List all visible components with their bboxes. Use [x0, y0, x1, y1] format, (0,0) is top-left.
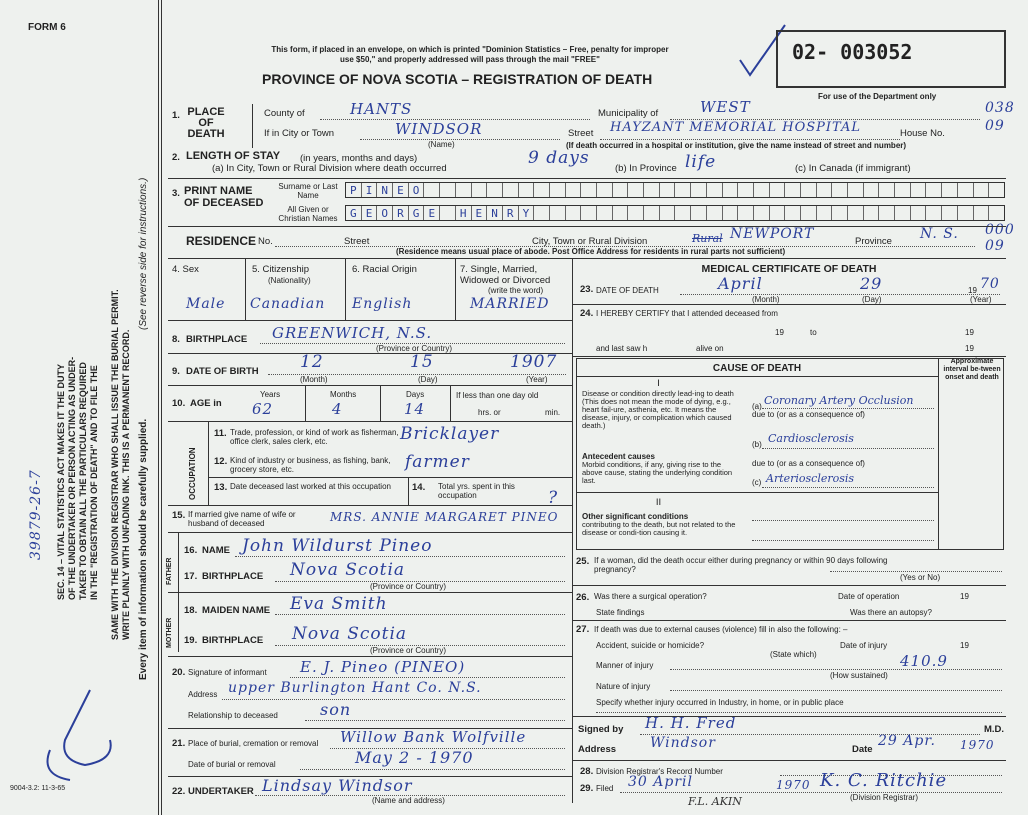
- death-day: 29: [860, 274, 883, 293]
- given-name-char-cell[interactable]: [566, 206, 582, 220]
- given-name-char-cell[interactable]: [707, 206, 723, 220]
- given-name-char-cell[interactable]: O: [377, 206, 393, 220]
- given-name-char-cell[interactable]: [660, 206, 676, 220]
- filed-year: 1970: [776, 778, 811, 792]
- min-lbl: min.: [545, 408, 561, 417]
- given-name-grid[interactable]: [345, 205, 1005, 221]
- racial-label: 6. Racial Origin: [352, 264, 417, 275]
- registration-number: 02- 003052: [792, 40, 913, 64]
- filed-value: 30 April: [628, 774, 693, 790]
- due-to-2: due to (or as a consequence of): [752, 459, 865, 468]
- city-value: WINDSOR: [395, 120, 483, 138]
- birthplace-label: BIRTHPLACE: [186, 334, 248, 345]
- sex-label: 4. Sex: [172, 264, 199, 275]
- stay-c-label: (c) In Canada (if immigrant): [795, 163, 911, 174]
- surname-char-cell[interactable]: [456, 183, 472, 197]
- form-title: PROVINCE OF NOVA SCOTIA – REGISTRATION OF DEATH: [262, 71, 653, 87]
- given-name-label: All Given or Christian Names: [278, 205, 338, 223]
- injury-code: 410.9: [900, 652, 948, 670]
- informant-addr-value: upper Burlington Hant Co. N.S.: [228, 680, 482, 696]
- given-name-char-cell[interactable]: E: [362, 206, 378, 220]
- stay-b-value: life: [685, 152, 717, 172]
- surname-char-cell[interactable]: [848, 183, 864, 197]
- injury-19: 19: [960, 641, 969, 650]
- surname-char-cell[interactable]: [660, 183, 676, 197]
- side-line-3: TAKER TO OBTAIN ALL THE PARTICULARS REQUIRED: [78, 362, 88, 600]
- death-year-lbl: (Year): [970, 295, 992, 304]
- q23-number: 23.: [580, 284, 594, 295]
- alive-on-label: alive on: [696, 344, 724, 353]
- yes-no-hint: (Yes or No): [900, 573, 941, 582]
- given-name-char-cell[interactable]: G: [409, 206, 425, 220]
- signed-by-value: H. H. Fred: [645, 714, 737, 732]
- surname-char-cell[interactable]: O: [409, 183, 425, 197]
- given-name-char-cell[interactable]: G: [346, 206, 362, 220]
- state-which-hint: (State which): [770, 650, 817, 659]
- external-causes-label: If death was due to external causes (violence) fill in also the following: –: [594, 625, 848, 634]
- side-line-5: SAME WITH THE DIVISION REGISTRAR WHO SHALL ISSUE THE BURIAL PERMIT.: [110, 289, 120, 640]
- doctor-address-value: Windsor: [650, 735, 716, 751]
- surname-char-cell[interactable]: [879, 183, 895, 197]
- racial-value: English: [352, 296, 413, 312]
- spouse-value: MRS. ANNIE MARGARET PINEO: [330, 510, 559, 524]
- dob-day: 15: [410, 352, 434, 372]
- surname-char-cell[interactable]: E: [393, 183, 409, 197]
- q11-value: Bricklayer: [400, 424, 500, 444]
- stay-a-value: 9 days: [528, 148, 590, 168]
- q10-number: 10.: [172, 398, 186, 409]
- father-bp-label: BIRTHPLACE: [202, 571, 264, 582]
- disease-instructions: Disease or condition directly lead-ing to death (This does not mean the mode of dying, e.g., heart fail-ure, asthenia, etc. It means the disease, injury, or complication which caused death.): [582, 389, 734, 430]
- form-label: FORM 6: [28, 22, 66, 33]
- length-of-stay-sub: (in years, months and days): [300, 153, 418, 164]
- form-left-border: [158, 0, 159, 815]
- surname-char-cell[interactable]: N: [377, 183, 393, 197]
- surname-char-cell[interactable]: [424, 183, 440, 197]
- mother-maiden-value: Eva Smith: [290, 594, 388, 614]
- given-name-char-cell[interactable]: E: [472, 206, 488, 220]
- q22-number: 22.: [172, 786, 186, 797]
- place-of-death-label: PLACE OF DEATH: [187, 106, 225, 140]
- given-name-char-cell[interactable]: [785, 206, 801, 220]
- attended-to: to: [810, 328, 817, 337]
- marital-label: 7. Single, Married, Widowed or Divorced: [460, 264, 551, 286]
- surname-char-cell[interactable]: [566, 183, 582, 197]
- given-name-char-cell[interactable]: [550, 206, 566, 220]
- surname-char-cell[interactable]: [754, 183, 770, 197]
- given-name-char-cell[interactable]: [817, 206, 833, 220]
- record-number-label: Division Registrar's Record Number: [596, 767, 723, 776]
- given-name-char-cell[interactable]: [911, 206, 927, 220]
- side-line-6: WRITE PLAINLY WITH UNFADING INK. THIS IS A PERMANENT RECORD.: [121, 329, 131, 640]
- surname-char-cell[interactable]: [926, 183, 942, 197]
- registrar-sub: (Division Registrar): [850, 793, 919, 802]
- surname-char-cell[interactable]: [911, 183, 927, 197]
- given-name-char-cell[interactable]: [691, 206, 707, 220]
- manner-label: Manner of injury: [596, 661, 654, 670]
- mother-bp-value: Nova Scotia: [292, 624, 408, 644]
- q16-number: 16.: [184, 545, 198, 556]
- death-year: 70: [980, 276, 1000, 292]
- given-name-char-cell[interactable]: [644, 206, 660, 220]
- header-notice-1: This form, if placed in an envelope, on which is printed "Dominion Statistics – Free, penalty for improper: [271, 45, 669, 54]
- side-line-8: (See reverse side for instructions.): [138, 177, 149, 330]
- autopsy-label: Was there an autopsy?: [850, 608, 932, 617]
- less-than-day-lbl: If less than one day old: [456, 391, 539, 400]
- other-conditions-text: contributing to the death, but not related to the disease or condi-tion causing it.: [582, 520, 736, 537]
- attended-19b: 19: [965, 328, 974, 337]
- q2-number: 2.: [172, 152, 180, 163]
- surname-char-cell[interactable]: [942, 183, 958, 197]
- doctor-date-year: 1970: [960, 738, 995, 752]
- mother-section-label: MOTHER: [166, 617, 173, 648]
- other-conditions-title: Other significant conditions: [582, 512, 689, 521]
- dept-code-1: 038: [985, 100, 1015, 116]
- age-days: 14: [404, 400, 426, 418]
- roman-one: I: [657, 378, 660, 389]
- street-label: Street: [568, 128, 594, 139]
- surname-char-cell[interactable]: [864, 183, 880, 197]
- name-hint: (Name): [428, 140, 455, 149]
- surname-char-cell[interactable]: [472, 183, 488, 197]
- surname-char-cell[interactable]: [487, 183, 503, 197]
- side-line-7: Every item of information should be carefully supplied.: [138, 418, 149, 680]
- given-name-char-cell[interactable]: [989, 206, 1004, 220]
- q27-number: 27.: [576, 624, 590, 635]
- header-notice-2: use $50," and properly addressed will pass through the mail "FREE": [340, 55, 600, 64]
- given-name-char-cell[interactable]: [770, 206, 786, 220]
- surname-char-cell[interactable]: [534, 183, 550, 197]
- specify-label: Specify whether injury occurred in Industry, in home, or in public place: [596, 698, 844, 707]
- side-line-4: IN THE "REGISTRATION OF DEATH" AND TO FILE THE: [89, 365, 99, 600]
- date-operation-label: Date of operation: [838, 592, 900, 601]
- q26-number: 26.: [576, 592, 590, 603]
- cause-c-value: Arteriosclerosis: [766, 472, 855, 485]
- spouse-label: If married give name of wife or husband of deceased: [188, 510, 296, 528]
- nature-label: Nature of injury: [596, 682, 651, 691]
- q12-number: 12.: [214, 456, 228, 467]
- given-name-char-cell[interactable]: [440, 206, 456, 220]
- surname-char-cell[interactable]: [958, 183, 974, 197]
- antecedent-text: Morbid conditions, if any, giving rise to the above cause, stating the underlying condition last.: [582, 460, 733, 485]
- dept-code-3: 000: [985, 222, 1015, 238]
- house-label: House No.: [900, 128, 945, 139]
- q19-number: 19.: [184, 635, 198, 646]
- given-name-char-cell[interactable]: [942, 206, 958, 220]
- age-years-lbl: Years: [260, 390, 281, 399]
- surname-char-cell[interactable]: [832, 183, 848, 197]
- county-label: County of: [264, 108, 305, 119]
- undertaker-label: UNDERTAKER: [188, 786, 254, 797]
- city-label: If in City or Town: [264, 128, 335, 139]
- dob-label: DATE OF BIRTH: [186, 366, 259, 377]
- side-handwritten: 39879-26-7: [28, 469, 44, 560]
- residence-city-value: NEWPORT: [730, 226, 815, 242]
- hrs-lbl: hrs. or: [478, 408, 501, 417]
- doctor-date-label: Date: [852, 744, 873, 755]
- cause-a-value: Coronary Artery Occlusion: [764, 394, 914, 407]
- antecedent-title: Antecedent causes: [582, 452, 655, 461]
- residence-province-label: Province: [855, 236, 892, 247]
- mother-bp-label: BIRTHPLACE: [202, 635, 264, 646]
- surname-char-cell[interactable]: [770, 183, 786, 197]
- age-years: 62: [252, 400, 274, 418]
- residence-struck: Rural: [692, 232, 723, 245]
- burial-date-value: May 2 - 1970: [355, 748, 474, 767]
- q12-label: Kind of industry or business, as fishing, bank, grocery store, etc.: [230, 456, 391, 474]
- given-name-char-cell[interactable]: Y: [519, 206, 535, 220]
- undertaker-value: Lindsay Windsor: [262, 776, 413, 795]
- q17-number: 17.: [184, 571, 198, 582]
- given-name-char-cell[interactable]: [754, 206, 770, 220]
- given-name-char-cell[interactable]: [801, 206, 817, 220]
- dob-month: 12: [300, 352, 324, 372]
- residence-city-label: City, Town or Rural Division: [532, 236, 648, 247]
- residence-no-label: No.: [258, 236, 273, 247]
- surname-char-cell[interactable]: [644, 183, 660, 197]
- form-code: 9004-3.2: 11-3-65: [10, 785, 66, 792]
- surname-char-cell[interactable]: [597, 183, 613, 197]
- surname-char-cell[interactable]: [989, 183, 1004, 197]
- municipality-label: Municipality of: [598, 108, 659, 119]
- column-divider: [572, 258, 573, 803]
- given-name-char-cell[interactable]: [628, 206, 644, 220]
- filed-label: Filed: [596, 784, 614, 793]
- dob-year-lbl: (Year): [526, 375, 548, 384]
- signed-by-label: Signed by: [578, 724, 624, 735]
- citizenship-sub: (Nationality): [268, 276, 311, 285]
- birthplace-value: GREENWICH, N.S.: [272, 324, 433, 342]
- q25-number: 25.: [576, 556, 590, 567]
- q29-number: 29.: [580, 783, 594, 794]
- marital-sub: (write the word): [488, 286, 544, 295]
- doctor-date-value: 29 Apr.: [878, 733, 936, 749]
- marital-value: MARRIED: [470, 296, 550, 312]
- side-signature-mark: [30, 680, 120, 790]
- cause-c-prefix: (c): [752, 478, 762, 487]
- roman-two: II: [655, 497, 662, 508]
- relationship-value: son: [320, 700, 352, 719]
- death-day-lbl: (Day): [862, 295, 882, 304]
- form-left-border-inner: [161, 0, 162, 815]
- sex-value: Male: [186, 296, 226, 312]
- cause-title: CAUSE OF DEATH: [712, 363, 802, 374]
- given-name-char-cell[interactable]: [864, 206, 880, 220]
- last-saw-label: and last saw h: [596, 344, 648, 353]
- death-month: April: [718, 274, 763, 293]
- q14-number: 14.: [412, 482, 426, 493]
- father-name-value: John Wildurst Pineo: [242, 536, 433, 556]
- undertaker-sub: (Name and address): [372, 796, 445, 805]
- dept-use-label: For use of the Department only: [818, 92, 937, 101]
- q13-label: Date deceased last worked at this occupation: [230, 482, 391, 491]
- surname-char-cell[interactable]: [801, 183, 817, 197]
- burial-date-label: Date of burial or removal: [188, 760, 276, 769]
- q14-value: ?: [548, 488, 559, 508]
- father-section-label: FATHER: [166, 557, 173, 585]
- surname-char-cell[interactable]: P: [346, 183, 362, 197]
- attended-label: I HEREBY CERTIFY that I attended deceased from: [596, 309, 778, 318]
- q3-number: 3.: [172, 188, 180, 199]
- birthplace-sub: (Province or Country): [376, 344, 453, 353]
- surname-char-cell[interactable]: [895, 183, 911, 197]
- surname-char-cell[interactable]: [738, 183, 754, 197]
- municipality-value: WEST: [700, 98, 751, 116]
- side-line-2: OF THE UNDERTAKER OR PERSON ACTING AS UNDER-: [67, 356, 77, 600]
- surname-char-cell[interactable]: I: [362, 183, 378, 197]
- surname-char-cell[interactable]: [817, 183, 833, 197]
- death-month-lbl: (Month): [752, 295, 780, 304]
- q28-number: 28.: [580, 766, 594, 777]
- dob-day-lbl: (Day): [418, 375, 438, 384]
- county-value: HANTS: [350, 100, 413, 118]
- cause-b-value: Cardiosclerosis: [768, 432, 854, 445]
- q24-number: 24.: [580, 308, 594, 319]
- state-findings-label: State findings: [596, 608, 645, 617]
- father-bp-value: Nova Scotia: [290, 560, 406, 580]
- citizenship-value: Canadian: [250, 296, 326, 312]
- q12-value: farmer: [405, 452, 470, 472]
- q9-number: 9.: [172, 366, 180, 377]
- dob-year: 1907: [510, 352, 558, 372]
- mother-maiden-label: MAIDEN NAME: [202, 605, 271, 616]
- surname-grid[interactable]: [345, 182, 1005, 198]
- dept-code-2: 09: [985, 118, 1005, 134]
- surname-char-cell[interactable]: [519, 183, 535, 197]
- given-name-char-cell[interactable]: [974, 206, 990, 220]
- given-name-char-cell[interactable]: [958, 206, 974, 220]
- operation-19: 19: [960, 592, 969, 601]
- attended-19a: 19: [775, 328, 784, 337]
- q11-label: Trade, profession, or kind of work as fisherman, office clerk, sales clerk, etc.: [230, 428, 399, 446]
- q1-number: 1.: [172, 110, 180, 121]
- q14-label: Total yrs. spent in this occupation: [438, 482, 515, 500]
- street-value: HAYZANT MEMORIAL HOSPITAL: [610, 120, 861, 135]
- side-line-1: SEC. 14 – VITAL STATISTICS ACT MAKES IT THE DUTY: [56, 363, 66, 600]
- burial-place-label: Place of burial, cremation or removal: [188, 739, 319, 748]
- surname-char-cell[interactable]: [723, 183, 739, 197]
- given-name-char-cell[interactable]: N: [487, 206, 503, 220]
- stay-b-label: (b) In Province: [615, 163, 677, 174]
- surname-char-cell[interactable]: [613, 183, 629, 197]
- q18-number: 18.: [184, 605, 198, 616]
- informant-sig-value: E. J. Pineo (PINEO): [300, 658, 466, 676]
- residence-street-label: Street: [344, 236, 370, 247]
- given-name-char-cell[interactable]: [879, 206, 895, 220]
- length-of-stay-label: LENGTH OF STAY: [186, 150, 281, 162]
- given-name-char-cell[interactable]: [534, 206, 550, 220]
- date-injury-label: Date of injury: [840, 641, 888, 650]
- q15-number: 15.: [172, 510, 186, 521]
- residence-label: RESIDENCE: [186, 234, 257, 248]
- cause-b-prefix: (b): [752, 440, 762, 449]
- given-name-char-cell[interactable]: [738, 206, 754, 220]
- father-bp-sub: (Province or Country): [370, 582, 447, 591]
- burial-place-value: Willow Bank Wolfville: [340, 728, 527, 746]
- surname-char-cell[interactable]: [691, 183, 707, 197]
- occupation-section-label: OCCUPATION: [188, 447, 197, 500]
- alive-19: 19: [965, 344, 974, 353]
- dept-code-4: 09: [985, 238, 1005, 254]
- approx-interval-label: Approximate interval be-tween onset and death: [943, 358, 1001, 381]
- age-months-lbl: Months: [330, 390, 357, 399]
- surname-char-cell[interactable]: [675, 183, 691, 197]
- informant-sig-label: Signature of informant: [188, 668, 267, 677]
- surname-char-cell[interactable]: [628, 183, 644, 197]
- medical-cert-title: MEDICAL CERTIFICATE OF DEATH: [701, 263, 877, 275]
- q13-number: 13.: [214, 482, 228, 493]
- residence-province-value: N. S.: [920, 226, 959, 242]
- md-label: M.D.: [984, 724, 1005, 735]
- residence-note: (Residence means usual place of abode. Post Office Address for residents in rural parts not sufficient): [396, 247, 786, 256]
- stamp-initials: F.L. AKIN: [688, 795, 742, 808]
- given-name-char-cell[interactable]: [597, 206, 613, 220]
- father-name-label: NAME: [202, 545, 230, 556]
- given-name-char-cell[interactable]: R: [393, 206, 409, 220]
- stay-a-label: (a) In City, Town or Rural Division where death occurred: [212, 163, 447, 174]
- q11-number: 11.: [214, 428, 227, 439]
- hospital-note: (If death occurred in a hospital or institution, give the name instead of street and number): [566, 141, 907, 150]
- citizenship-label: 5. Citizenship: [252, 264, 310, 275]
- given-name-char-cell[interactable]: [675, 206, 691, 220]
- given-name-char-cell[interactable]: [895, 206, 911, 220]
- surgical-label: Was there a surgical operation?: [594, 592, 707, 601]
- mother-bp-sub: (Province or Country): [370, 646, 447, 655]
- given-name-char-cell[interactable]: [832, 206, 848, 220]
- registrar-value: K. C. Ritchie: [820, 770, 948, 791]
- death-date-label: DATE OF DEATH: [596, 286, 659, 295]
- given-name-char-cell[interactable]: [723, 206, 739, 220]
- death-year-prefix: 19: [968, 286, 977, 295]
- due-to-1: due to (or as a consequence of): [752, 410, 865, 419]
- pregnancy-label: If a woman, did the death occur either during pregnancy or within 90 days following pregnancy?: [594, 556, 888, 574]
- q8-number: 8.: [172, 334, 180, 345]
- registration-number-box: [776, 30, 1006, 88]
- given-name-char-cell[interactable]: E: [424, 206, 440, 220]
- deceased-name-label: PRINT NAME OF DECEASED: [184, 185, 264, 209]
- dob-month-lbl: (Month): [300, 375, 328, 384]
- given-name-char-cell[interactable]: R: [503, 206, 519, 220]
- relationship-label: Relationship to deceased: [188, 711, 278, 720]
- informant-addr-label: Address: [188, 690, 218, 699]
- given-name-char-cell[interactable]: [926, 206, 942, 220]
- age-label: AGE in: [190, 398, 222, 409]
- surname-label: Surname or Last Name: [278, 182, 338, 200]
- doctor-address-label: Address: [578, 744, 617, 755]
- surname-char-cell[interactable]: [707, 183, 723, 197]
- how-sustained-hint: (How sustained): [830, 671, 888, 680]
- surname-char-cell[interactable]: [974, 183, 990, 197]
- surname-char-cell[interactable]: [550, 183, 566, 197]
- surname-char-cell[interactable]: [581, 183, 597, 197]
- q20-number: 20.: [172, 667, 186, 678]
- surname-char-cell[interactable]: [503, 183, 519, 197]
- accident-label: Accident, suicide or homicide?: [596, 641, 705, 650]
- given-name-char-cell[interactable]: [848, 206, 864, 220]
- surname-char-cell[interactable]: [440, 183, 456, 197]
- given-name-char-cell[interactable]: [581, 206, 597, 220]
- surname-char-cell[interactable]: [785, 183, 801, 197]
- age-months: 4: [332, 400, 343, 418]
- q21-number: 21.: [172, 738, 186, 749]
- age-days-lbl: Days: [406, 390, 425, 399]
- given-name-char-cell[interactable]: H: [456, 206, 472, 220]
- cause-a-prefix: (a): [752, 402, 762, 411]
- given-name-char-cell[interactable]: [613, 206, 629, 220]
